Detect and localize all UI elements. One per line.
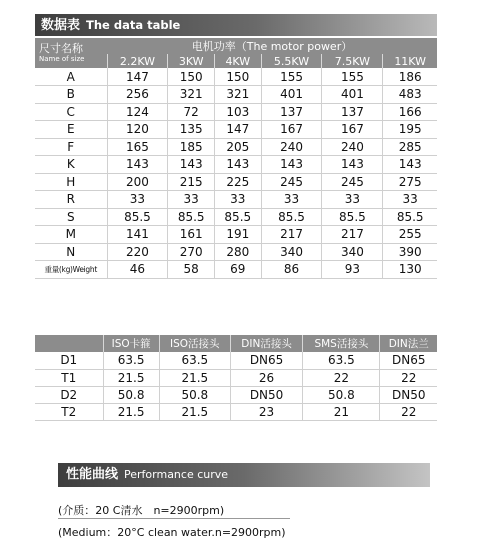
- table-row: [35, 191, 437, 209]
- motor-power-header: 电机功率（The motor power）: [107, 38, 437, 54]
- connection-header-blank: [35, 335, 103, 352]
- table-cell: 63.5: [159, 352, 230, 369]
- table-cell: 167: [322, 121, 383, 139]
- power-header: 7.5KW: [322, 54, 383, 68]
- divider: [58, 518, 290, 519]
- table-row: [35, 173, 437, 191]
- table-cell: 85.5: [168, 208, 215, 226]
- table-cell: 185: [168, 138, 215, 156]
- table-cell: 155: [261, 68, 322, 86]
- table-cell: 63.5: [303, 352, 380, 369]
- table-cell: 200: [107, 173, 168, 191]
- size-name-header: [35, 38, 107, 68]
- row-label: M: [35, 226, 107, 244]
- table-cell: 245: [261, 173, 322, 191]
- table-row: [35, 403, 437, 420]
- table-cell: 143: [168, 156, 215, 174]
- table-cell: 85.5: [383, 208, 437, 226]
- table-cell: 256: [107, 86, 168, 104]
- table-cell: 195: [383, 121, 437, 139]
- medium-note-cn: (介质：20 C清水 n=2900rpm): [58, 504, 225, 517]
- table-cell: 120: [107, 121, 168, 139]
- table-cell: 285: [383, 138, 437, 156]
- table-cell: DN65: [380, 352, 437, 369]
- table-cell: 143: [261, 156, 322, 174]
- table-cell: 191: [214, 226, 261, 244]
- table-cell: 33: [261, 191, 322, 209]
- table-cell: 86: [261, 261, 322, 279]
- table-cell: 401: [322, 86, 383, 104]
- table-cell: 167: [261, 121, 322, 139]
- table-cell: 33: [322, 191, 383, 209]
- size-name-header-cn: 尺寸名称: [39, 42, 83, 55]
- table-row: [35, 156, 437, 174]
- table-cell: 143: [383, 156, 437, 174]
- table-cell: 103: [214, 103, 261, 121]
- table-cell: 340: [261, 243, 322, 261]
- data-table-title-cn: 数据表: [41, 18, 81, 33]
- table-cell: 205: [214, 138, 261, 156]
- row-label: S: [35, 208, 107, 226]
- table-cell: 22: [380, 369, 437, 386]
- table-cell: 240: [322, 138, 383, 156]
- table-cell: 50.8: [159, 386, 230, 403]
- connection-header: ISO卡箍: [103, 335, 159, 352]
- table-cell: 217: [261, 226, 322, 244]
- row-label: B: [35, 86, 107, 104]
- table-cell: 23: [230, 403, 302, 420]
- table-cell: 186: [383, 68, 437, 86]
- performance-curve-title: [58, 463, 430, 487]
- table-cell: 85.5: [107, 208, 168, 226]
- table-row: [35, 369, 437, 386]
- row-label: 重量(kg)Weight: [35, 261, 107, 279]
- table-cell: 143: [107, 156, 168, 174]
- row-label: H: [35, 173, 107, 191]
- table-row: [35, 68, 437, 86]
- table-cell: 93: [322, 261, 383, 279]
- row-label: T2: [35, 403, 103, 420]
- connection-header: DIN活接头: [230, 335, 302, 352]
- row-label: E: [35, 121, 107, 139]
- table-cell: 270: [168, 243, 215, 261]
- table-cell: 50.8: [103, 386, 159, 403]
- table-row: [35, 352, 437, 369]
- table-cell: 58: [168, 261, 215, 279]
- table-cell: 321: [214, 86, 261, 104]
- table-cell: 161: [168, 226, 215, 244]
- medium-note-en: (Medium：20°C clean water.n=2900rpm): [58, 526, 286, 539]
- row-label: C: [35, 103, 107, 121]
- table-cell: 85.5: [214, 208, 261, 226]
- table-cell: 137: [322, 103, 383, 121]
- table-cell: 150: [168, 68, 215, 86]
- table-cell: 240: [261, 138, 322, 156]
- performance-title-cn: 性能曲线: [66, 467, 119, 482]
- table-cell: 147: [214, 121, 261, 139]
- table-cell: 50.8: [303, 386, 380, 403]
- table-cell: 166: [383, 103, 437, 121]
- table-cell: 21.5: [159, 369, 230, 386]
- power-header: 3KW: [168, 54, 215, 68]
- table-cell: 165: [107, 138, 168, 156]
- table-cell: 390: [383, 243, 437, 261]
- row-label: T1: [35, 369, 103, 386]
- table-cell: 155: [322, 68, 383, 86]
- table-cell: 245: [322, 173, 383, 191]
- table-cell: 340: [322, 243, 383, 261]
- table-cell: 147: [107, 68, 168, 86]
- row-label: D1: [35, 352, 103, 369]
- power-header: 5.5KW: [261, 54, 322, 68]
- connection-header: SMS活接头: [303, 335, 380, 352]
- table-cell: 33: [383, 191, 437, 209]
- row-label: K: [35, 156, 107, 174]
- table-row: [35, 208, 437, 226]
- table-row: [35, 261, 437, 279]
- connection-header: DIN法兰: [380, 335, 437, 352]
- table-cell: 483: [383, 86, 437, 104]
- table-cell: 85.5: [322, 208, 383, 226]
- table-cell: 22: [380, 403, 437, 420]
- table-cell: 401: [261, 86, 322, 104]
- table-cell: 124: [107, 103, 168, 121]
- motor-data-table: [35, 38, 437, 279]
- data-table-title: [35, 14, 437, 36]
- table-cell: 21.5: [103, 369, 159, 386]
- table-cell: 143: [322, 156, 383, 174]
- table-cell: 33: [168, 191, 215, 209]
- table-row: [35, 121, 437, 139]
- table-row: [35, 243, 437, 261]
- row-label: N: [35, 243, 107, 261]
- power-header: 11KW: [383, 54, 437, 68]
- table-cell: 21: [303, 403, 380, 420]
- table-cell: 220: [107, 243, 168, 261]
- row-label: A: [35, 68, 107, 86]
- table-row: [35, 386, 437, 403]
- table-row: [35, 103, 437, 121]
- table-cell: DN65: [230, 352, 302, 369]
- table-cell: 72: [168, 103, 215, 121]
- table-cell: 275: [383, 173, 437, 191]
- table-cell: 33: [214, 191, 261, 209]
- table-cell: 255: [383, 226, 437, 244]
- table-cell: 22: [303, 369, 380, 386]
- performance-title-en: Performance curve: [124, 468, 229, 481]
- table-row: [35, 226, 437, 244]
- connection-table: [35, 335, 437, 421]
- table-cell: 225: [214, 173, 261, 191]
- table-cell: 137: [261, 103, 322, 121]
- table-cell: 130: [383, 261, 437, 279]
- table-cell: 63.5: [103, 352, 159, 369]
- table-cell: 215: [168, 173, 215, 191]
- table-cell: 21.5: [103, 403, 159, 420]
- table-cell: 135: [168, 121, 215, 139]
- table-cell: 26: [230, 369, 302, 386]
- table-cell: 33: [107, 191, 168, 209]
- table-cell: DN50: [380, 386, 437, 403]
- table-cell: 21.5: [159, 403, 230, 420]
- table-cell: 280: [214, 243, 261, 261]
- table-cell: 141: [107, 226, 168, 244]
- table-cell: 143: [214, 156, 261, 174]
- row-label: F: [35, 138, 107, 156]
- row-label: D2: [35, 386, 103, 403]
- connection-header: ISO活接头: [159, 335, 230, 352]
- row-label: R: [35, 191, 107, 209]
- power-header: 2.2KW: [107, 54, 168, 68]
- table-cell: 85.5: [261, 208, 322, 226]
- table-row: [35, 138, 437, 156]
- table-cell: 150: [214, 68, 261, 86]
- table-cell: 69: [214, 261, 261, 279]
- table-cell: 46: [107, 261, 168, 279]
- table-cell: DN50: [230, 386, 302, 403]
- table-cell: 217: [322, 226, 383, 244]
- size-name-header-en: Name of size: [39, 55, 85, 63]
- power-header: 4KW: [214, 54, 261, 68]
- table-cell: 321: [168, 86, 215, 104]
- table-row: [35, 86, 437, 104]
- data-table-title-en: The data table: [86, 18, 181, 32]
